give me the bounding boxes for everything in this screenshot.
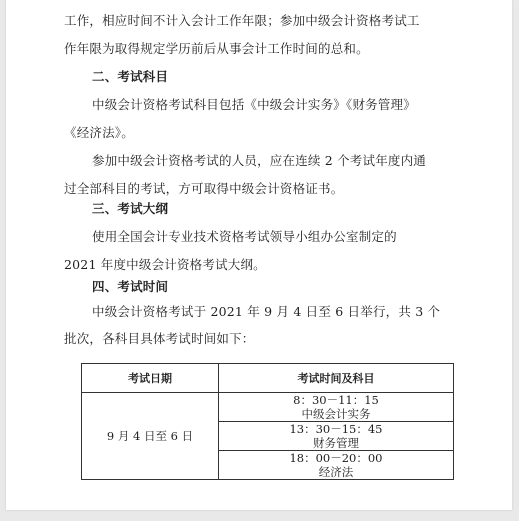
paragraph-line: 过全部科目的考试，方可取得中级会计资格证书。 [64, 181, 344, 196]
paragraph-line: 批次，各科目具体考试时间如下： [64, 331, 255, 346]
table-row [82, 393, 454, 422]
paragraph-line: 中级会计资格考试科目包括《中级会计实务》《财务管理》 [92, 97, 416, 112]
paragraph-line: 中级会计资格考试于 2021 年 9 月 4 日至 6 日举行，共 3 个 [92, 304, 441, 319]
exam-time: 18：00－20：00 [289, 451, 383, 465]
paragraph-line: 使用全国会计专业技术资格考试领导小组办公室制定的 [92, 229, 397, 244]
exam-subject: 财务管理 [313, 436, 359, 450]
table-header: 考试时间及科目 [219, 364, 454, 393]
section-heading: 四、考试时间 [92, 279, 169, 294]
section-heading: 三、考试大纲 [92, 201, 169, 216]
paragraph-line: 参加中级会计资格考试的人员，应在连续 2 个考试年度内通 [92, 153, 427, 168]
section-heading: 二、考试科目 [92, 69, 169, 84]
paragraph-line: 作年限为取得规定学历前后从事会计工作时间的总和。 [64, 41, 369, 56]
exam-date-cell: 9 月 4 日至 6 日 [82, 393, 219, 480]
document-page [6, 0, 512, 510]
paragraph-line: 工作，相应时间不计入会计工作年限；参加中级会计资格考试工 [64, 13, 420, 28]
exam-time: 13：30－15：45 [289, 422, 383, 436]
table-header: 考试日期 [82, 364, 219, 393]
table-header-row [82, 364, 454, 393]
table-cell [219, 393, 454, 422]
exam-subject: 中级会计实务 [301, 407, 371, 421]
paragraph-line: 2021 年度中级会计资格考试大纲。 [64, 257, 266, 272]
exam-subject: 经济法 [318, 465, 354, 479]
paragraph-line: 《经济法》。 [64, 125, 134, 140]
exam-schedule-table [81, 363, 454, 480]
exam-time: 8：30－11：15 [293, 393, 379, 407]
table-cell [219, 451, 454, 480]
table-cell [219, 422, 454, 451]
